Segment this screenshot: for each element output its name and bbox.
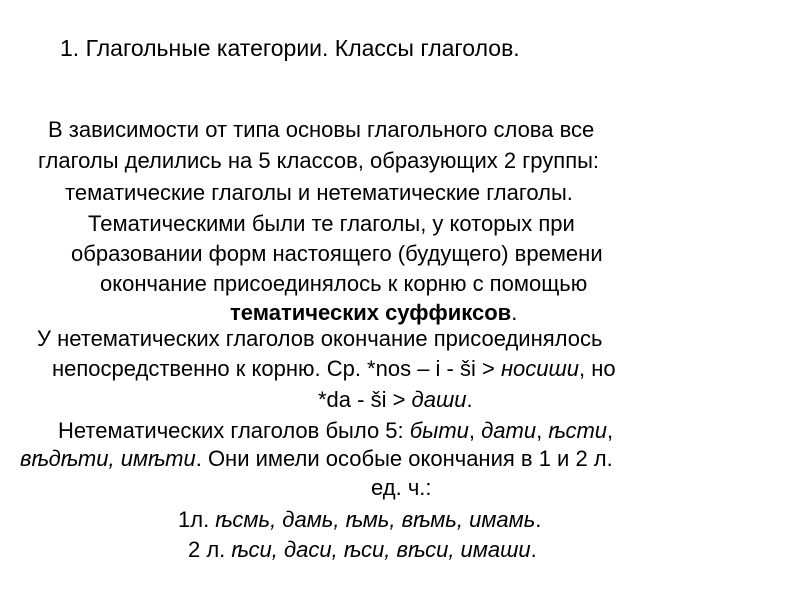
text-run: ед. ч.:: [371, 475, 432, 500]
italic-word: ѣси, даси, ѣси, вѣси, имаши: [231, 537, 531, 562]
text-line-1: [0, 117, 794, 143]
text-line-13: [0, 475, 794, 501]
text-run: окончание присоединялось к корню с помощью: [100, 271, 588, 296]
text-line-10: [0, 387, 794, 413]
text-run: Нетематических глаголов было 5:: [58, 418, 410, 443]
text-line-15: [0, 537, 794, 563]
text-run: глаголы делились на 5 классов, образующих 2 группы:: [38, 148, 600, 173]
italic-word: даши: [411, 387, 467, 412]
italic-word: быти: [409, 418, 469, 443]
text-run: У нетематических глаголов окончание присоединялось: [37, 326, 603, 351]
text-run: .: [535, 507, 542, 532]
text-line-8: [0, 326, 794, 352]
text-run: .: [530, 537, 537, 562]
text-line-11: [0, 418, 794, 444]
bold-term: тематических суффиксов: [230, 300, 512, 325]
text-run: тематические глаголы и нетематические глаголы.: [65, 180, 573, 205]
text-run: ,: [468, 418, 482, 443]
text-line-12: [0, 446, 794, 472]
text-run: *da - ši >: [318, 387, 412, 412]
text-line-6: [0, 271, 794, 297]
text-run: непосредственно к корню. Ср. *nos – i - ši >: [52, 356, 501, 381]
italic-word: дати: [481, 418, 537, 443]
text-run: 2 л.: [188, 537, 232, 562]
text-line-2: [0, 148, 794, 174]
text-run: .: [466, 387, 473, 412]
slide-title: 1. Глагольные категории. Классы глаголов.: [60, 35, 520, 61]
italic-word: ѣсмь, дамь, ѣмь, вѣмь, имамь: [215, 507, 536, 532]
text-line-14: [0, 507, 794, 533]
text-run: . Они имели особые окончания в 1 и 2 л.: [195, 446, 613, 471]
text-run: образовании форм настоящего (будущего) времени: [71, 241, 603, 266]
text-line-7: [0, 300, 794, 326]
text-run: ,: [607, 418, 614, 443]
text-run: 1л.: [178, 507, 216, 532]
text-run: .: [511, 300, 518, 325]
text-run: , но: [579, 356, 616, 381]
text-run: В зависимости от типа основы глагольного слова все: [48, 117, 595, 142]
text-run: Тематическими были те глаголы, у которых при: [88, 211, 575, 236]
text-line-4: [0, 211, 794, 237]
italic-word: носиши: [500, 356, 580, 381]
text-run: ,: [536, 418, 549, 443]
italic-word: вѣдѣти, имѣти: [20, 446, 196, 471]
italic-word: ѣсти: [548, 418, 608, 443]
text-line-5: [0, 241, 794, 267]
text-line-9: [0, 356, 794, 382]
text-line-3: [0, 180, 794, 206]
